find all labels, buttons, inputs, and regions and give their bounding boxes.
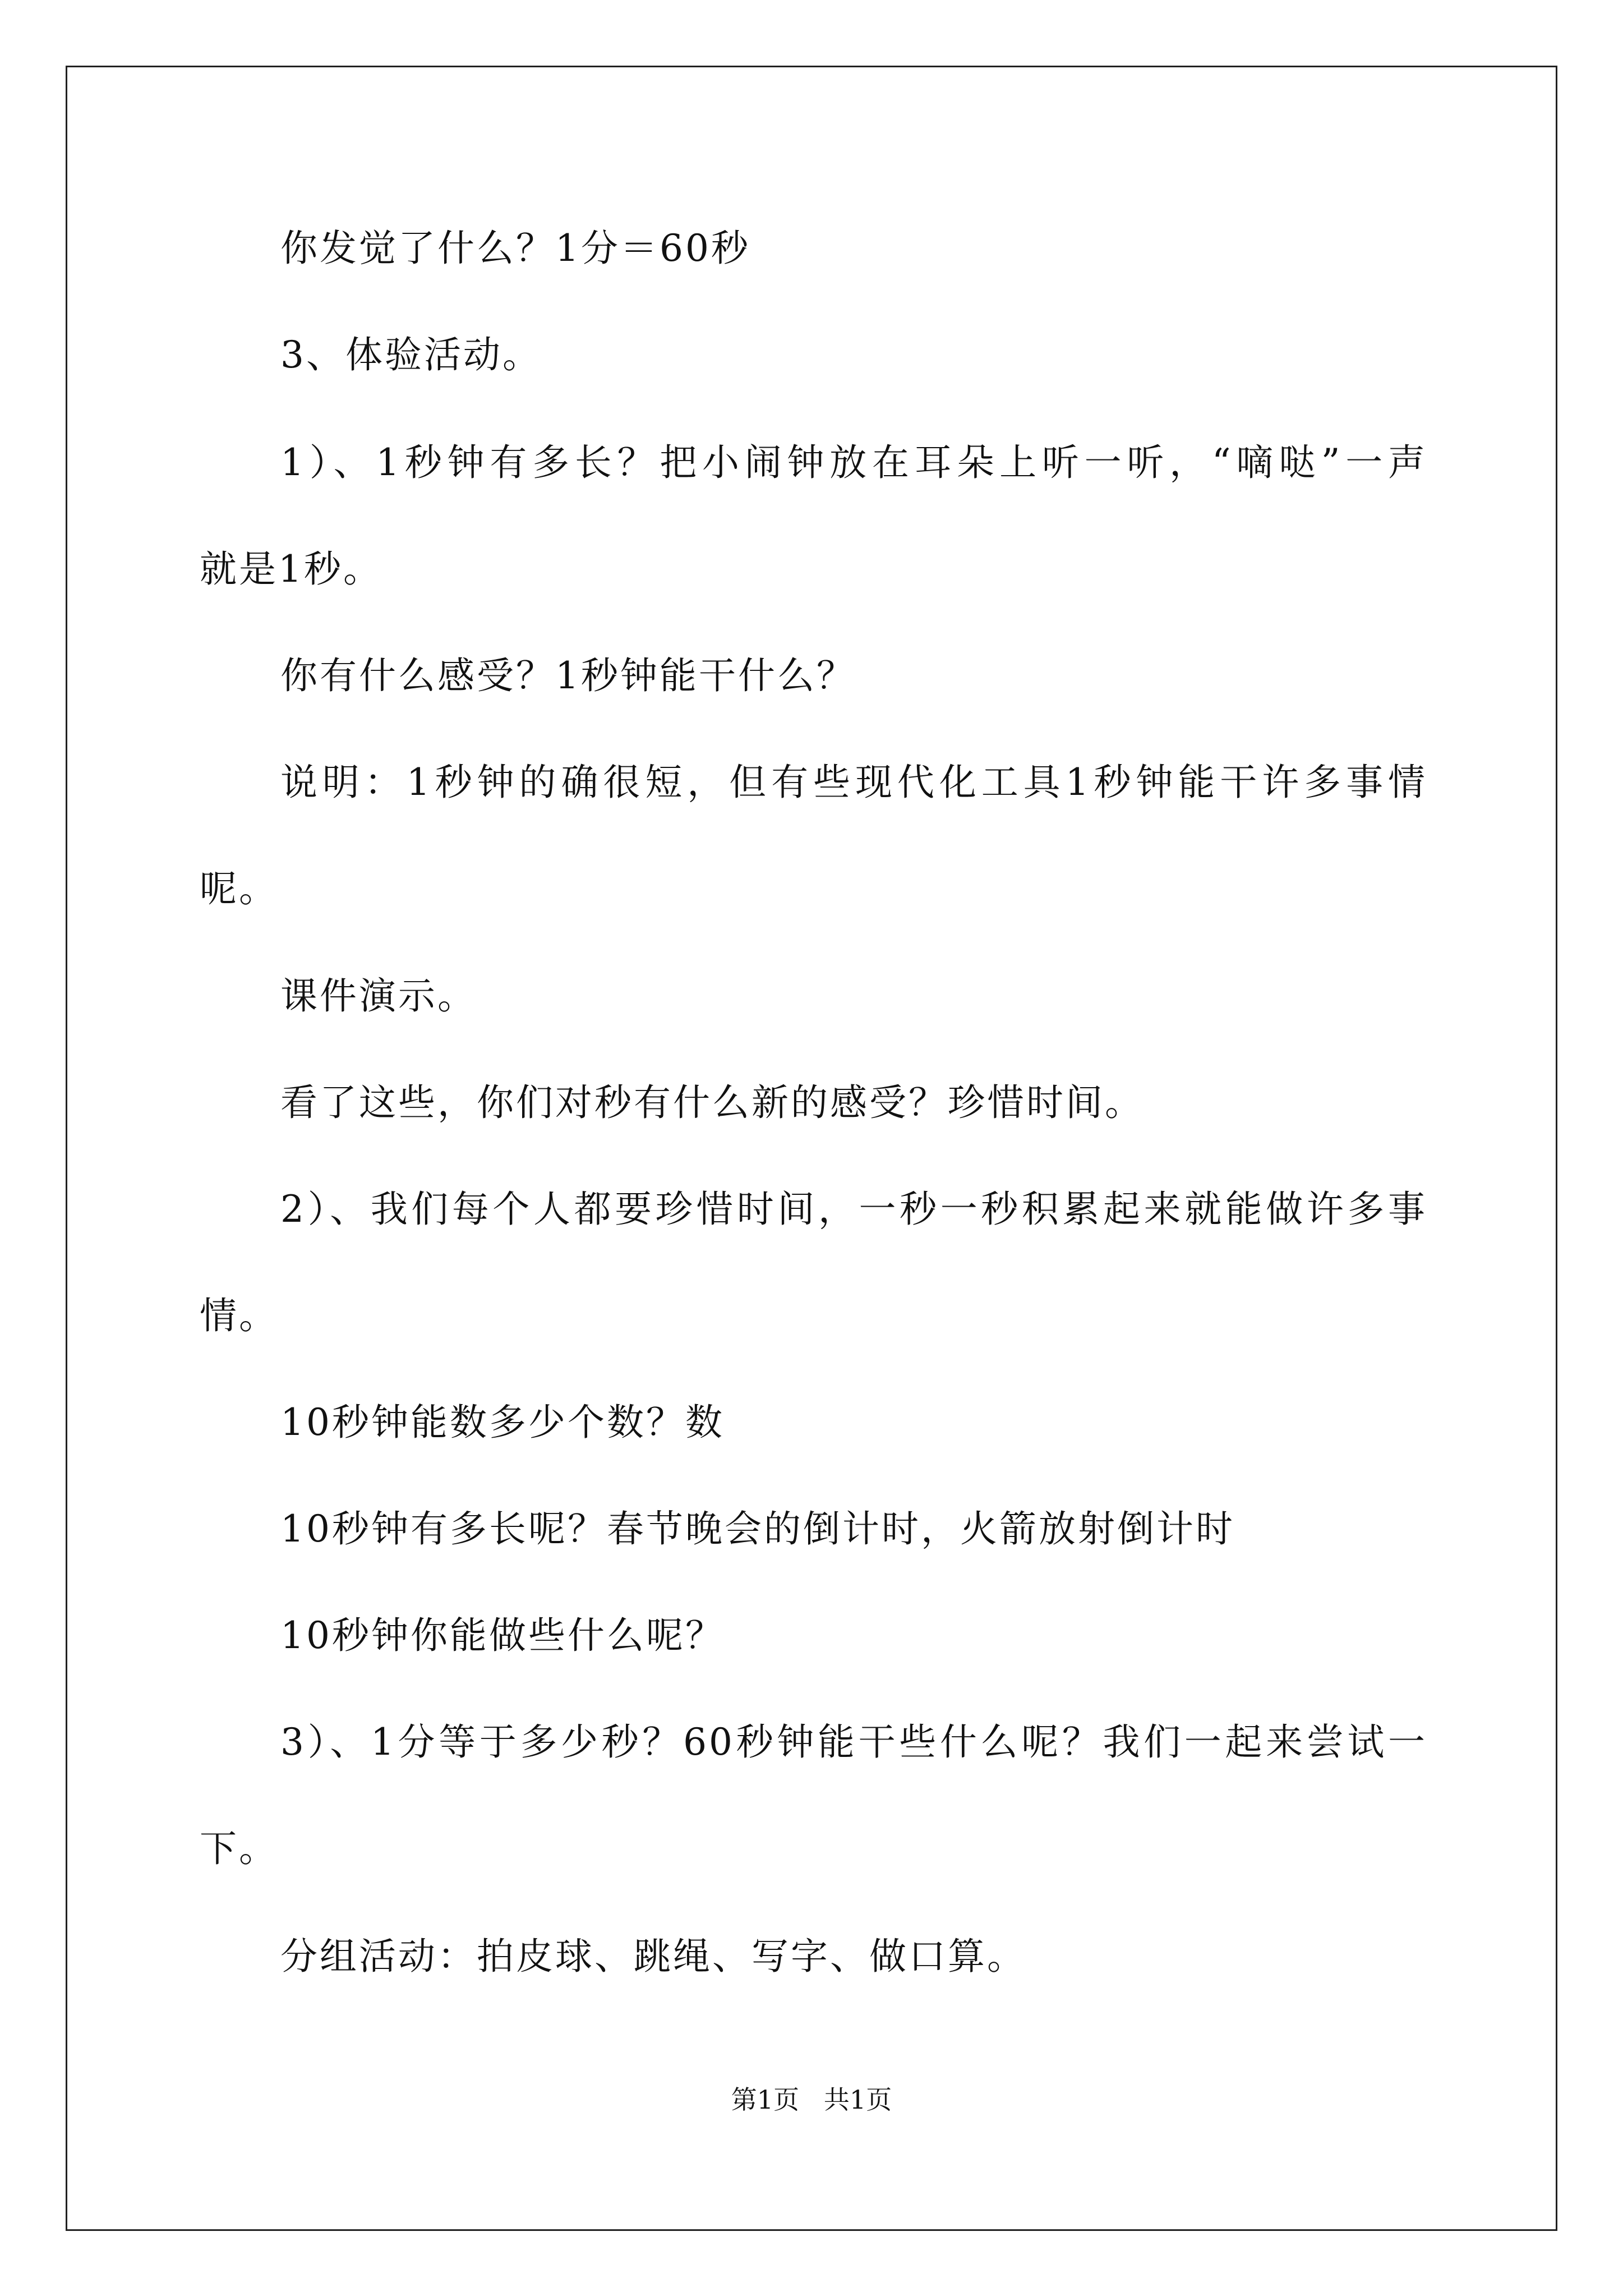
paragraph-line: 2）、我们每个人都要珍惜时间，一秒一秒积累起来就能做许多事 xyxy=(280,1188,1427,1231)
paragraph-line: 10秒钟能数多少个数？数 xyxy=(280,1401,725,1444)
paragraph-line: 你发觉了什么？1分＝60秒 xyxy=(280,227,750,270)
paragraph-line: 课件演示。 xyxy=(280,974,477,1018)
paragraph-line: 你有什么感受？1秒钟能干什么？ xyxy=(280,654,856,697)
page-border xyxy=(66,66,1557,2231)
paragraph-line: 呢。 xyxy=(200,867,278,910)
paragraph-line: 分组活动：拍皮球、跳绳、写字、做口算。 xyxy=(280,1935,1026,1978)
paragraph-line: 看了这些，你们对秒有什么新的感受？珍惜时间。 xyxy=(280,1081,1144,1124)
paragraph-line: 下。 xyxy=(200,1827,278,1870)
paragraph-line: 10秒钟你能做些什么呢？ xyxy=(280,1614,725,1657)
paragraph-line: 说明：1秒钟的确很短，但有些现代化工具1秒钟能干许多事情 xyxy=(280,761,1427,804)
paragraph-line: 10秒钟有多长呢？春节晚会的倒计时，火箭放射倒计时 xyxy=(280,1507,1235,1550)
section-heading: 3、体验活动。 xyxy=(280,333,542,376)
paragraph-line: 情。 xyxy=(200,1294,278,1337)
paragraph-line: 3）、1分等于多少秒？60秒钟能干些什么呢？我们一起来尝试一 xyxy=(280,1720,1427,1764)
page-number-footer: 第1页 共1页 xyxy=(731,2085,892,2115)
paragraph-line: 1）、1秒钟有多长？把小闹钟放在耳朵上听一听，“嘀哒”一声 xyxy=(280,441,1427,484)
paragraph-line: 就是1秒。 xyxy=(200,547,382,591)
